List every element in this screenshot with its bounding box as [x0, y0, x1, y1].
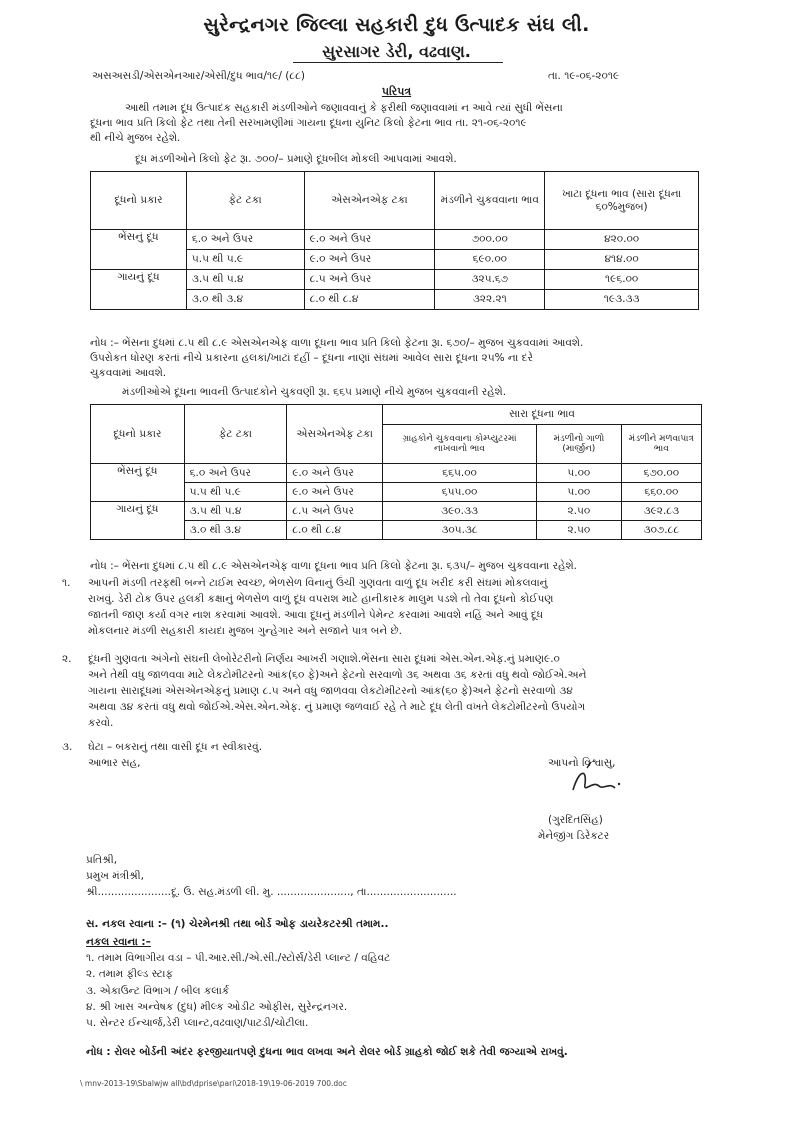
list-item	[62, 575, 722, 639]
to-line-1: પ્રતિશ્રી,	[86, 854, 118, 866]
final-note: નોધ : રોલર બોર્ડની અંદર ફરજીયાતપણે દુધના ભાવ લખવા અને રોલર બોર્ડ ગ્રાહકો જોઈ શકે તેવી જગ્યાએ રાખવું.	[86, 1046, 568, 1058]
milk-type-cell: ગાયનું દૂધ	[91, 502, 185, 540]
margin-cell: ૨.૫૦	[536, 502, 621, 521]
to-line-2: પ્રમુખ મંત્રીશ્રી,	[86, 870, 144, 882]
list-text: આપની મંડળી તરફથી બન્ને ટાઈમ સ્વચ્છ, ભેળસેળ વિનાનું ઉંચી ગુણવતા વાળું દૂધ ખરીદ કરી સંઘમાં મોકલવાનું	[88, 577, 548, 589]
note-line-2: ઉપરોકત ધોરણ કરતાં નીચે પ્રકારના હલકાં/ખાટાં દહીં – દૂધના નાણાં સંઘમાં આવેલ સારા દૂધના ૨૫% ના દરે	[90, 352, 533, 364]
snf-cell: ૯.૦ અને ઉપર	[304, 230, 435, 250]
copy-item: ૩. એકાઉન્ટ વિભાગ / બીલ કલાર્ક	[86, 985, 230, 997]
copy-item: ૧. તમામ વિભાગીય વડા – પી.આર.સી./એ.સી./સ્ટોર્સ/ડેરી પ્લાન્ટ / વહિવટ	[86, 952, 391, 964]
subtitle-underline	[293, 62, 503, 63]
margin-cell: ૫.૦૦	[536, 483, 621, 502]
col-header-society-rate: મંડળીને ચુકવવાના ભાવ	[435, 172, 545, 230]
sour-rate-cell: ૧૯૩.૩૩	[545, 290, 699, 310]
copy-main: સ. નકલ રવાના :– (૧) ચેરમેનશ્રી તથા બોર્ડ ઓફ ડાયરેકટરશ્રી તમામ..	[86, 918, 389, 930]
table-row	[91, 502, 702, 521]
col-header-snf: એસએનએફ ટકા	[287, 405, 383, 464]
intro-line-2: દૂધના ભાવ પ્રતિ કિલો ફેટ તથા તેની સરખામણીમાં ગાયના દૂધના યુનિટ કિલો ફેટના ભાવ તા. ૨૧-૦૬-૨૦૧૯	[90, 117, 527, 129]
snf-cell: ૯.૦ અને ઉપર	[304, 250, 435, 270]
col-header-snf: એસએનએફ ટકા	[304, 172, 435, 230]
fat-cell: ૩.૫ થી ૫.૪	[184, 502, 287, 521]
snf-cell: ૮.૦ થી ૮.૪	[287, 521, 383, 540]
rate-cell: ૩૨૨.૨૧	[435, 290, 545, 310]
sour-rate-cell: ૪૨૦.૦૦	[545, 230, 699, 250]
computer-rate-cell: ૬૬૫.૦૦	[383, 464, 537, 483]
list-item	[62, 739, 722, 755]
copy-item: ૨. તમામ ફીલ્ડ સ્ટાફ	[86, 968, 173, 980]
receivable-rate-cell: ૩૯૨.૮૩	[621, 502, 701, 521]
col-header-sour-rate: ખાટા દૂધના ભાવ (સારા દૂધના ૬૦%મુજબ)	[545, 172, 699, 230]
table-row	[91, 230, 699, 250]
snf-cell: ૮.૫ અને ઉપર	[304, 270, 435, 290]
list-text: રાખવું. ડેરી ટોક ઉપર હલકી કક્ષાનું ભેળસેળ વાળું દૂધ વપરાશ માટે હાનીકારક માલુમ પડશે તો તેવા દૂધનો કોઈપણ	[88, 593, 554, 605]
col-header-milk-type: દૂધનો પ્રકાર	[91, 172, 187, 230]
copy-item: ૫. સેન્ટર ઈન્ચાર્જ,ડેરી પ્લાન્ટ,વઢવાણ/પાટડી/ચોટીલા.	[86, 1017, 309, 1029]
table-row	[91, 270, 699, 290]
closing-thanks: આભાર સહ,	[88, 757, 141, 769]
table-header-row	[91, 405, 702, 425]
table-row	[91, 464, 702, 483]
list-text: અથવા ૩૪ કરતાં વધુ થવો જોઈએ.એસ.એન.એફ. નું પ્રમાણ જળવાઈ રહે તે માટે દૂધ લેતી વખતે લેકટોમીટરનો ઉપયોગ	[88, 701, 586, 713]
receivable-rate-cell: ૬૭૦.૦૦	[621, 464, 701, 483]
list-text: ગાયના સારાદૂધમાં એસએનએફનું પ્રમાણ ૮.૫ અને વધુ જાળવવા લેકટોમીટરનો આંક(૬૦ ફે)અને ફેટનો સરવાળો ૩૪	[88, 685, 573, 697]
signatory-name: (ગુરદિતસિંહ)	[548, 814, 603, 826]
computer-rate-cell: ૬૫૫.૦૦	[383, 483, 537, 502]
intro-line-3: થી નીચે મુજબ રહેશે.	[90, 132, 181, 144]
margin-cell: ૨.૫૦	[536, 521, 621, 540]
col-header-computer-rate: ગ્રાહકોને ચુકવવાના કોમ્પ્યુટરમાં નાખવાનો ભાવ	[383, 425, 537, 464]
list-text: જાતની જાણ કર્યા વગર નાશ કરવામાં આવશે. આવા દૂધનું મંડળીને પેમેન્ટ કરવામાં આવશે નહિં અને આવું દૂધ	[88, 609, 544, 621]
list-text: કરવો.	[88, 717, 114, 729]
reference-number: અસઅસડી/એસએનઆર/એસી/દુધ ભાવ/૧૯/ (૮૮)	[92, 70, 305, 82]
rate-cell: ૩૨૫.૬૭	[435, 270, 545, 290]
intro-line-4: દૂધ મંડળીઓને કિલો ફેટ રૂા. ૭૦૦/– પ્રમાણે દૂધબીલ મોકલી આપવામાં આવશે.	[135, 153, 457, 165]
col-header-milk-type: દૂધનો પ્રકાર	[91, 405, 185, 464]
list-text: દૂધની ગુણવતા અંગેનો સંઘની લેબોરેટરીનો નિર્ણય આખરી ગણાશે.ભેંસના સારા દૂધમાં એસ.એન.એફ.નું પ્રમાણ૯.૦	[88, 653, 560, 665]
circular-heading: પરિપત્ર	[381, 85, 412, 98]
rate-cell: ૭૦૦.૦૦	[435, 230, 545, 250]
col-header-fat: ફેટ ટકા	[184, 405, 287, 464]
list-number: ૩.	[62, 741, 73, 753]
copy-heading: નકલ રવાના :–	[86, 936, 151, 948]
note-2: નોધ :– ભેંસના દુધમાં ૮.૫ થી ૮.૯ એસએનએફ વાળા દૂધના ભાવ પ્રતિ કિલો ફેટના રૂા. ૬૩૫/– મુજબ ચુકવવાના રહેશે.	[90, 560, 577, 572]
receivable-rate-cell: ૬૬૦.૦૦	[621, 483, 701, 502]
signatory-designation: મેનેજીંગ ડિરેકટર	[538, 830, 610, 842]
list-number: ૨.	[62, 653, 72, 665]
fat-cell: ૫.૫ થી ૫.૯	[186, 250, 304, 270]
margin-cell: ૫.૦૦	[536, 464, 621, 483]
col-header-margin: મંડળીનો ગાળો (માર્જીન)	[536, 425, 621, 464]
note-line-4: મંડળીઓએ દૂધના ભાવની ઉત્પાદકોને ચુકવણી રૂા. ૬૬૫ પ્રમાણે નીચે મુજબ ચુકવવાની રહેશે.	[122, 386, 507, 398]
list-text: અને તેથી વધુ જાળવવા માટે લેકટોમીટરનો આંક(૬૦ ફે)અને ફેટનો સરવાળો ૩૬ અથવા ૩૬ કરતાં વધુ થવો જોઈએ.અને	[88, 669, 587, 681]
rate-cell: ૬૯૦.૦૦	[435, 250, 545, 270]
sour-rate-cell: ૧૯૬.૦૦	[545, 270, 699, 290]
document-subtitle: સુરસાગર ડેરી, વઢવાણ.	[322, 42, 471, 61]
document-date: તા. ૧૯-૦૬-૨૦૧૯	[548, 70, 620, 82]
col-header-fat: ફેટ ટકા	[186, 172, 304, 230]
fat-cell: ૩.૦ થી ૩.૪	[186, 290, 304, 310]
rate-table-society	[90, 171, 699, 310]
to-line-3: શ્રી......................દૂ. ઉ. સહ.મંડળી લી. મુ. ......................, તા...........................	[86, 886, 457, 898]
computer-rate-cell: ૩૦૫.૩૮	[383, 521, 537, 540]
snf-cell: ૯.૦ અને ઉપર	[287, 483, 383, 502]
milk-type-cell: ગાયનું દૂધ	[91, 270, 187, 310]
intro-line-1: આથી તમામ દૂધ ઉત્પાદક સહકારી મંડળીઓને જણાવવાનું કે ફરીથી જણાવવામાં ન આવે ત્યાં સુધી ભેંસના	[125, 102, 563, 114]
list-number: ૧.	[62, 577, 71, 589]
fat-cell: ૩.૦ થી ૩.૪	[184, 521, 287, 540]
note-line-3: ચુકવવામાં આવશે.	[90, 367, 167, 379]
copy-item: ૪. શ્રી ખાસ અન્વેષક (દુધ) મીલ્ક ઓડીટ ઓફીસ, સુરેન્દ્રનગર.	[86, 1001, 348, 1013]
snf-cell: ૯.૦ અને ઉપર	[287, 464, 383, 483]
list-text: મોકલનાર મંડળી સહકારી કાયદા મુજબ ગુન્હેગાર અને સજાને પાત્ર બને છે.	[88, 625, 402, 637]
milk-type-cell: ભેંસનું દૂધ	[91, 230, 187, 270]
fat-cell: ૬.૦ અને ઉપર	[186, 230, 304, 250]
list-text: ઘેટા – બકરાનું તથા વાસી દૂધ ન સ્વીકારવું.	[88, 741, 263, 753]
table-header-row	[91, 172, 699, 230]
rate-table-producer	[90, 404, 702, 540]
fat-cell: ૩.૫ થી ૫.૪	[186, 270, 304, 290]
col-group-good-milk-rate: સારા દૂધના ભાવ	[383, 405, 702, 425]
sour-rate-cell: ૪૧૪.૦૦	[545, 250, 699, 270]
document-title: સુરેન્દ્રનગર જિલ્લા સહકારી દુધ ઉત્પાદક સંઘ લી.	[203, 14, 590, 36]
col-header-receivable-rate: મંડળીને મળવાપાત્ર ભાવ	[621, 425, 701, 464]
snf-cell: ૮.૦ થી ૮.૪	[304, 290, 435, 310]
file-path: \ mnv-2013-19\Sbalwjw all\bd\dprise\pari\2018-19\19-06-2019 700.doc	[80, 1079, 347, 1088]
milk-type-cell: ભેંસનું દૂધ	[91, 464, 185, 502]
snf-cell: ૮.૫ અને ઉપર	[287, 502, 383, 521]
receivable-rate-cell: ૩૦૭.૮૮	[621, 521, 701, 540]
list-item	[62, 651, 722, 731]
fat-cell: ૫.૫ થી ૫.૯	[184, 483, 287, 502]
note-line-1: નોધ :– ભેંસના દુધમાં ૮.૫ થી ૮.૯ એસએનએફ વાળા દૂધના ભાવ પ્રતિ કિલો ફેટના રૂા. ૬૭૦/– મુજબ ચુકવવામાં આવશે.	[90, 337, 584, 349]
fat-cell: ૬.૦ અને ઉપર	[184, 464, 287, 483]
signature-mark	[565, 760, 625, 804]
computer-rate-cell: ૩૯૦.૩૩	[383, 502, 537, 521]
closing-yours: આપનો વિશ્વાસુ,	[548, 757, 616, 769]
